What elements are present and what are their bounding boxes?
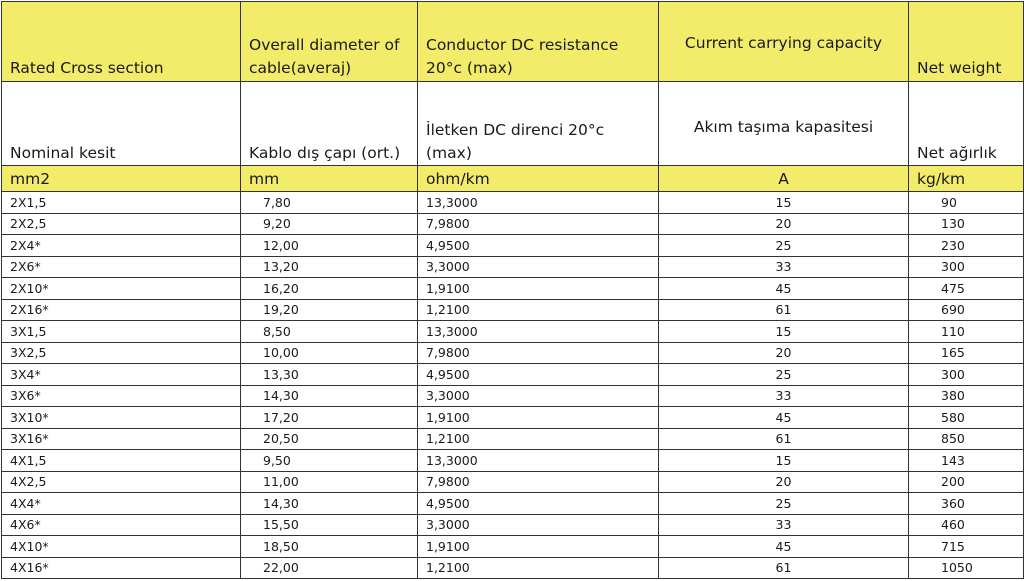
cell-weight: 143 — [909, 450, 1024, 472]
cell-section: 2X10* — [2, 278, 241, 300]
table-body — [2, 2, 1024, 579]
unit-weight: kg/km — [909, 166, 1024, 192]
header-weight-en: Net weight — [909, 2, 1024, 82]
cell-diameter: 11,00 — [241, 471, 418, 493]
cell-diameter: 22,00 — [241, 557, 418, 579]
cell-current: 33 — [659, 514, 909, 536]
cell-current: 25 — [659, 493, 909, 515]
cell-current: 61 — [659, 557, 909, 579]
cell-weight: 715 — [909, 536, 1024, 558]
cell-section: 2X4* — [2, 235, 241, 257]
table-row — [2, 256, 1024, 278]
cell-section: 4X10* — [2, 536, 241, 558]
table-row — [2, 471, 1024, 493]
unit-resistance: ohm/km — [418, 166, 659, 192]
cell-current: 33 — [659, 256, 909, 278]
cell-section: 2X1,5 — [2, 192, 241, 214]
cell-resistance: 1,2100 — [418, 299, 659, 321]
cell-weight: 475 — [909, 278, 1024, 300]
cell-section: 3X2,5 — [2, 342, 241, 364]
cell-weight: 300 — [909, 256, 1024, 278]
header-weight-tr: Net ağırlık — [909, 82, 1024, 166]
table-row — [2, 321, 1024, 343]
cell-resistance: 4,9500 — [418, 235, 659, 257]
cell-diameter: 8,50 — [241, 321, 418, 343]
cell-diameter: 14,30 — [241, 385, 418, 407]
cell-resistance: 3,3000 — [418, 514, 659, 536]
cell-resistance: 13,3000 — [418, 192, 659, 214]
cell-diameter: 15,50 — [241, 514, 418, 536]
cell-weight: 580 — [909, 407, 1024, 429]
header-current-en: Current carrying capacity — [659, 2, 909, 82]
header-diameter-en: Overall diameter of cable(averaj) — [241, 2, 418, 82]
cell-section: 3X1,5 — [2, 321, 241, 343]
cell-diameter: 9,20 — [241, 213, 418, 235]
table-row — [2, 235, 1024, 257]
cell-weight: 380 — [909, 385, 1024, 407]
table-row — [2, 536, 1024, 558]
cell-resistance: 13,3000 — [418, 450, 659, 472]
cell-weight: 110 — [909, 321, 1024, 343]
cell-current: 25 — [659, 235, 909, 257]
cell-weight: 850 — [909, 428, 1024, 450]
table-row — [2, 428, 1024, 450]
cell-current: 61 — [659, 299, 909, 321]
cell-weight: 460 — [909, 514, 1024, 536]
table-row — [2, 385, 1024, 407]
cell-section: 3X6* — [2, 385, 241, 407]
cell-diameter: 9,50 — [241, 450, 418, 472]
header-section-tr: Nominal kesit — [2, 82, 241, 166]
cell-weight: 690 — [909, 299, 1024, 321]
cell-current: 45 — [659, 536, 909, 558]
cell-diameter: 13,30 — [241, 364, 418, 386]
table-row — [2, 493, 1024, 515]
cell-section: 4X1,5 — [2, 450, 241, 472]
cell-resistance: 7,9800 — [418, 213, 659, 235]
header-resistance-tr: İletken DC direnci 20°c (max) — [418, 82, 659, 166]
cell-section: 3X4* — [2, 364, 241, 386]
cell-resistance: 1,9100 — [418, 536, 659, 558]
table-row — [2, 342, 1024, 364]
cell-weight: 230 — [909, 235, 1024, 257]
cell-resistance: 7,9800 — [418, 342, 659, 364]
cell-diameter: 14,30 — [241, 493, 418, 515]
header-resistance-en: Conductor DC resistance 20°c (max) — [418, 2, 659, 82]
cell-resistance: 1,9100 — [418, 278, 659, 300]
cell-section: 4X4* — [2, 493, 241, 515]
cell-resistance: 1,2100 — [418, 428, 659, 450]
table-row — [2, 514, 1024, 536]
cell-weight: 360 — [909, 493, 1024, 515]
cell-resistance: 13,3000 — [418, 321, 659, 343]
cell-current: 25 — [659, 364, 909, 386]
cell-current: 20 — [659, 213, 909, 235]
cell-resistance: 3,3000 — [418, 256, 659, 278]
cell-weight: 1050 — [909, 557, 1024, 579]
cell-diameter: 12,00 — [241, 235, 418, 257]
table-row — [2, 192, 1024, 214]
table-row — [2, 450, 1024, 472]
unit-diameter: mm — [241, 166, 418, 192]
cell-resistance: 1,2100 — [418, 557, 659, 579]
table-row — [2, 213, 1024, 235]
cell-section: 2X2,5 — [2, 213, 241, 235]
cell-section: 2X16* — [2, 299, 241, 321]
cable-spec-table — [1, 1, 1024, 579]
cell-diameter: 10,00 — [241, 342, 418, 364]
cell-weight: 200 — [909, 471, 1024, 493]
cell-resistance: 1,9100 — [418, 407, 659, 429]
cell-current: 33 — [659, 385, 909, 407]
cell-section: 3X16* — [2, 428, 241, 450]
header-section-en: Rated Cross section — [2, 2, 241, 82]
table-row — [2, 364, 1024, 386]
unit-current: A — [659, 166, 909, 192]
table-row — [2, 407, 1024, 429]
cell-diameter: 19,20 — [241, 299, 418, 321]
cell-diameter: 7,80 — [241, 192, 418, 214]
header-row-units — [2, 166, 1024, 192]
header-row-english — [2, 2, 1024, 82]
cell-resistance: 4,9500 — [418, 364, 659, 386]
cell-resistance: 3,3000 — [418, 385, 659, 407]
table-row — [2, 278, 1024, 300]
header-diameter-tr: Kablo dış çapı (ort.) — [241, 82, 418, 166]
cell-weight: 165 — [909, 342, 1024, 364]
cell-diameter: 16,20 — [241, 278, 418, 300]
cell-current: 15 — [659, 450, 909, 472]
cell-section: 3X10* — [2, 407, 241, 429]
table-row — [2, 299, 1024, 321]
cell-section: 2X6* — [2, 256, 241, 278]
cell-resistance: 7,9800 — [418, 471, 659, 493]
cell-weight: 300 — [909, 364, 1024, 386]
cell-diameter: 18,50 — [241, 536, 418, 558]
cell-weight: 90 — [909, 192, 1024, 214]
cell-current: 15 — [659, 321, 909, 343]
unit-section: mm2 — [2, 166, 241, 192]
cell-current: 20 — [659, 471, 909, 493]
cell-diameter: 20,50 — [241, 428, 418, 450]
cell-diameter: 17,20 — [241, 407, 418, 429]
cell-current: 45 — [659, 278, 909, 300]
cell-resistance: 4,9500 — [418, 493, 659, 515]
cell-current: 15 — [659, 192, 909, 214]
header-current-tr: Akım taşıma kapasitesi — [659, 82, 909, 166]
cell-weight: 130 — [909, 213, 1024, 235]
table-row — [2, 557, 1024, 579]
cell-current: 45 — [659, 407, 909, 429]
header-row-turkish — [2, 82, 1024, 166]
cell-section: 4X2,5 — [2, 471, 241, 493]
cell-current: 20 — [659, 342, 909, 364]
cell-diameter: 13,20 — [241, 256, 418, 278]
cell-section: 4X16* — [2, 557, 241, 579]
cell-current: 61 — [659, 428, 909, 450]
cell-section: 4X6* — [2, 514, 241, 536]
